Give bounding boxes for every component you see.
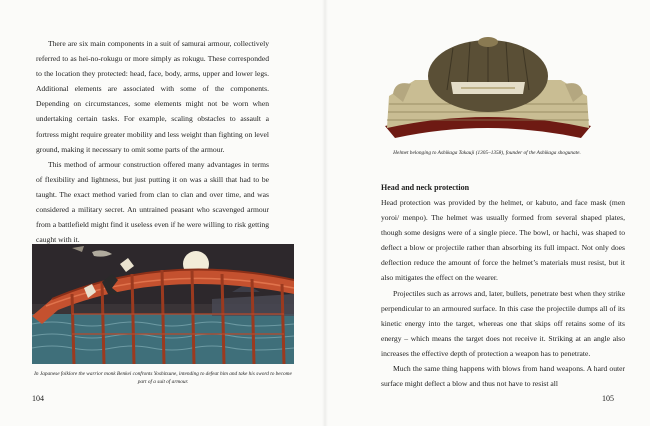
right-paragraph-2: Projectiles such as arrows and, later, bullets, penetrate best when they strike perpendicular to an armoured surface. In this case the projectile dumps all of its kinetic energy into the target, whereas one that skips off retains some of its energy – which means the target does not receive it. Striking at an angle also increases the effective depth of protection a weapon has to penetrate. [381, 288, 625, 358]
left-body-text [36, 36, 269, 247]
helmet-photo [375, 30, 601, 142]
left-caption: In Japanese folklore the warrior monk Benkei confronts Yoshitsune, intending to defeat him and take his sword to become part of a suit of armour. [34, 371, 292, 385]
right-caption: Helmet belonging to Ashikaga Takauji (1305–1358), founder of the Ashikaga shogunate. [393, 150, 581, 156]
section-heading: Head and neck protection [381, 183, 470, 192]
right-paragraph-1: Head protection was provided by the helmet, or kabuto, and face mask (men yoroi/ menpo). The helmet was usually formed from several shaped plates, though some designs were of a single piece. The bowl, or hachi, was shaped to deflect a blow or projectile rather than absorbing its full impact. Not only does deflection reduce the amount of force the helmet’s materials must resist, but it also mitigates the effect on the wearer. [381, 198, 625, 283]
bridge-illustration [32, 244, 294, 364]
right-body-text [381, 180, 625, 391]
page-number-right: 105 [602, 394, 614, 403]
right-paragraph-3: Much the same thing happens with blows from hand weapons. A hard outer surface might deflect a blow and thus not have to resist all [381, 364, 625, 389]
page-number-left: 104 [32, 394, 44, 403]
left-paragraph-2: This method of armour construction offered many advantages in terms of flexibility and lightness, but just putting it on was a skill that had to be taught. The exact method varied from clan to clan and over time, and was considered a military secret. An untrained peasant who scavenged armour from a battlefield might find it useless even if he were willing to risk getting caught with it. [36, 159, 269, 245]
right-page [325, 0, 650, 426]
left-paragraph-1: There are six main components in a suit of samurai armour, collectively referred to as hei-no-rokugu or more simply as rokugu. These corresponded to the location they protected: head, face, body, arms, upper and lower legs. Additional elements are associated with some of the components. Depending on circumstances, some elements might not be worn when undertaking certain tasks. For example, scaling obstacles to assault a fortress might require greater mobility and less weight than fighting on level ground, making it necessary to omit some parts of the armour. [36, 39, 269, 154]
